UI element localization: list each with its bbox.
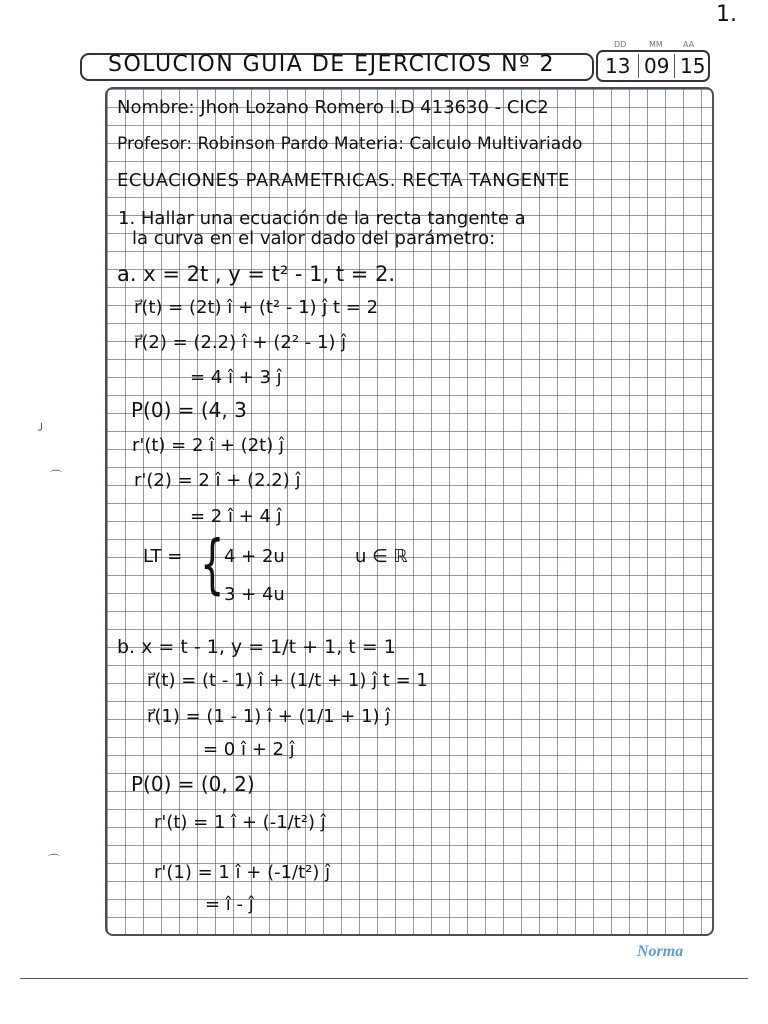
- topic-heading: ECUACIONES PARAMETRICAS. RECTA TANGENTE: [117, 170, 570, 191]
- date-caption-day: DD: [614, 40, 627, 49]
- equation-line: r⃗(1) = (1 - 1) î + (1/1 + 1) ĵ: [147, 706, 391, 727]
- part-a-given: a. x = 2t , y = t² - 1, t = 2.: [117, 262, 396, 286]
- margin-mark: ⌒: [48, 853, 61, 867]
- equation-line: r'(2) = 2 î + (2.2) ĵ: [134, 470, 301, 491]
- equation-line: = 2 î + 4 ĵ: [190, 506, 282, 527]
- brand-logo: Norma: [637, 943, 684, 960]
- equation-line: = 4 î + 3 ĵ: [190, 367, 282, 388]
- date-caption-month: MM: [649, 40, 663, 49]
- tangent-line-label: LT =: [143, 546, 183, 567]
- date-divider: [674, 54, 675, 78]
- date-day: 13: [605, 54, 631, 78]
- equation-line: r'(t) = 1 î + (-1/t²) ĵ: [154, 812, 326, 833]
- student-line: Nombre: Jhon Lozano Romero I.D 413630 - CIC2: [117, 97, 549, 118]
- system-brace: {: [200, 528, 225, 602]
- equation-line: = î - ĵ: [205, 894, 254, 915]
- page-title: SOLUCION GUIA DE EJERCICIOS Nº 2: [108, 52, 555, 77]
- tangent-y-equation: 3 + 4u: [224, 584, 285, 605]
- margin-mark: ╯: [38, 423, 46, 437]
- equation-line: = 0 î + 2 ĵ: [203, 739, 295, 760]
- professor-line: Profesor: Robinson Pardo Materia: Calculo Multivariado: [117, 134, 583, 154]
- point-line: P(0) = (4, 3: [131, 398, 247, 422]
- date-divider: [638, 54, 639, 78]
- equation-line: r'(1) = 1 î + (-1/t²) ĵ: [154, 862, 331, 883]
- equation-line: r'(t) = 2 î + (2t) ĵ: [132, 435, 284, 456]
- part-b-given: b. x = t - 1, y = 1/t + 1, t = 1: [117, 636, 396, 658]
- parameter-domain: u ∈ ℝ: [355, 546, 408, 567]
- tangent-x-equation: 4 + 2u: [224, 546, 285, 567]
- date-box: [596, 50, 710, 82]
- date-month: 09: [644, 54, 670, 78]
- point-line: P(0) = (0, 2): [131, 772, 255, 796]
- page-number: 1.: [716, 2, 737, 27]
- bottom-divider: [20, 978, 748, 979]
- equation-line: r⃗(t) = (2t) î + (t² - 1) ĵ t = 2: [134, 297, 379, 318]
- date-caption-year: AA: [683, 40, 695, 49]
- equation-line: r⃗(2) = (2.2) î + (2² - 1) ĵ: [134, 332, 347, 353]
- exercise-statement: 1. Hallar una ecuación de la recta tangente a: [118, 208, 526, 229]
- margin-mark: ⌒: [50, 469, 63, 483]
- equation-line: r⃗(t) = (t - 1) î + (1/t + 1) ĵ t = 1: [147, 670, 428, 691]
- date-year: 15: [680, 54, 706, 78]
- exercise-statement-cont: la curva en el valor dado del parámetro:: [132, 228, 496, 249]
